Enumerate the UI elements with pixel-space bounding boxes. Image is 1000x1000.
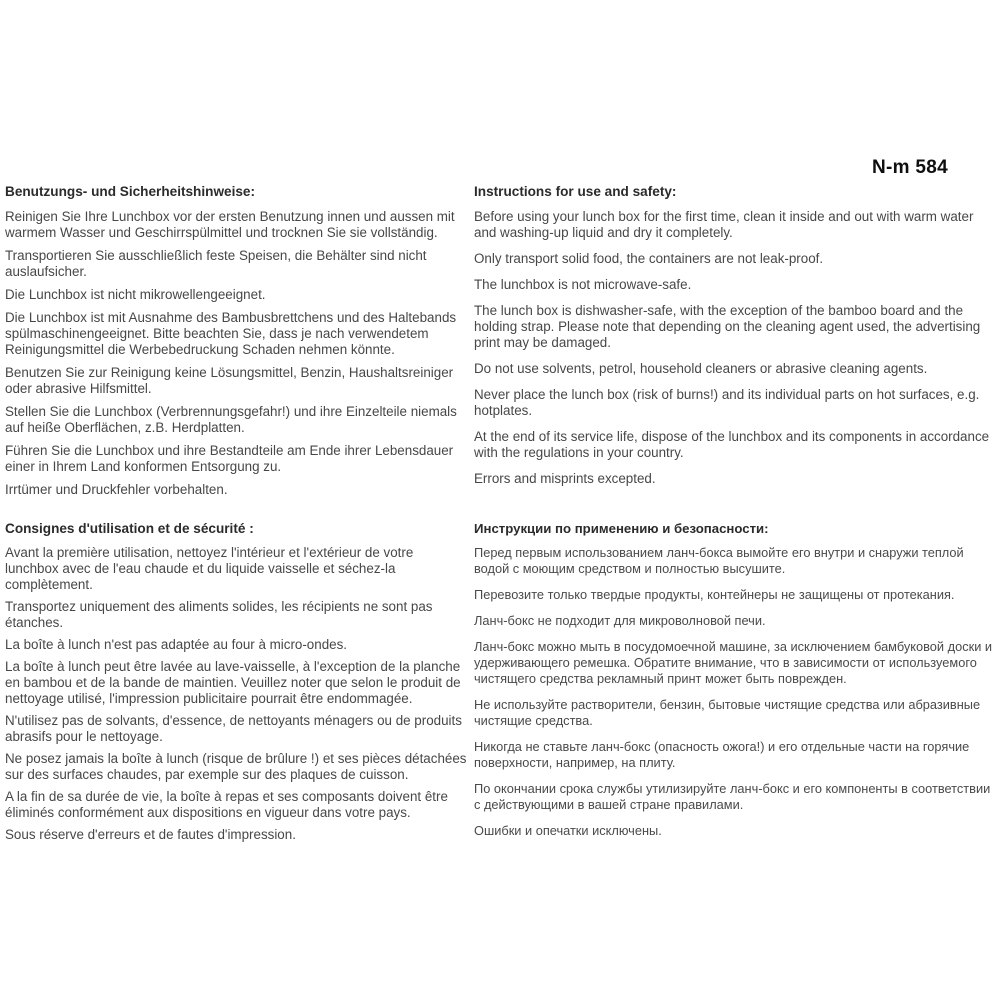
instruction-paragraph: Ne posez jamais la boîte à lunch (risque de brûlure !) et ses pièces détachées sur des surfaces chaudes, par exemple sur des plaques de cuisson. [5,751,467,782]
section-body-german [5,209,469,498]
instruction-paragraph: Avant la première utilisation, nettoyez l'intérieur et l'extérieur de votre lunchbox avec de l'eau chaude et du liquide vaisselle et séchez-la complètement. [5,545,414,592]
instruction-paragraph: At the end of its service life, dispose of the lunchbox and its components in accordance with the regulations in your country. [474,429,990,460]
instruction-paragraph: Benutzen Sie zur Reinigung keine Lösungsmittel, Benzin, Haushaltsreiniger oder abrasive Hilfsmittel. [5,365,454,396]
document-code: N-m 584 [872,157,949,178]
instruction-paragraph: Reinigen Sie Ihre Lunchbox vor der ersten Benutzung innen und aussen mit warmem Wasser und Geschirrspülmittel und trocknen Sie sie vollständig. [5,209,455,240]
section-heading-english: Instructions for use and safety: [474,184,677,199]
instruction-paragraph: Only transport solid food, the containers are not leak-proof. [474,251,824,266]
instruction-paragraph: Stellen Sie die Lunchbox (Verbrennungsgefahr!) und ihre Einzelteile niemals auf heiße Oberflächen, z.B. Herdplatten. [5,404,457,435]
section-german [5,183,469,505]
section-body-russian [474,545,996,839]
section-body-french [5,545,469,843]
instruction-paragraph: La boîte à lunch peut être lavée au lave-vaisselle, à l'exception de la planche en bambou et de la bande de maintien. Veuillez noter que selon le produit de nettoyage utilisé, l'impression publicitaire pourrait être endommagée. [5,659,461,706]
instruction-paragraph: Die Lunchbox ist mit Ausnahme des Bambusbrettchens und des Haltebands spülmaschinengeeignet. Bitte beachten Sie, dass je nach verwendetem Reinigungsmittel die Werbebedruckung Schaden nehmen könnte. [5,310,457,357]
instruction-paragraph: Не используйте растворители, бензин, бытовые чистящие средства или абразивные чистящие средства. [474,697,981,728]
instruction-paragraph: По окончании срока службы утилизируйте ланч-бокс и его компоненты в соответствии с действующими в вашей стране правилами. [474,781,991,812]
instruction-paragraph: Ланч-бокс можно мыть в посудомоечной машине, за исключением бамбуковой доски и удерживающего ремешка. Обратите внимание, что в зависимости от используемого чистящего средства рекламный принт может быть поврежден. [474,639,993,686]
section-french [5,520,469,849]
section-russian [474,520,996,849]
instruction-paragraph: N'utilisez pas de solvants, d'essence, de nettoyants ménagers ou de produits abrasifs pour le nettoyage. [5,713,462,744]
instruction-paragraph: The lunchbox is not microwave-safe. [474,277,692,292]
instruction-paragraph: Do not use solvents, petrol, household cleaners or abrasive cleaning agents. [474,361,928,376]
instruction-paragraph: Irrtümer und Druckfehler vorbehalten. [5,482,228,497]
instruction-paragraph: Führen Sie die Lunchbox und ihre Bestandteile am Ende ihrer Lebensdauer einer in Ihrem Land konformen Entsorgung zu. [5,443,454,474]
instruction-paragraph: Никогда не ставьте ланч-бокс (опасность ожога!) и его отдельные части на горячие поверхности, например, на плиту. [474,739,970,770]
instruction-paragraph: La boîte à lunch n'est pas adaptée au four à micro-ondes. [5,637,348,652]
section-english [474,183,995,497]
instruction-paragraph: Ланч-бокс не подходит для микроволновой печи. [474,613,766,628]
instruction-paragraph: Errors and misprints excepted. [474,471,656,486]
section-body-english [474,209,995,487]
instruction-paragraph: Before using your lunch box for the first time, clean it inside and out with warm water and washing-up liquid and dry it completely. [474,209,974,240]
section-heading-german: Benutzungs- und Sicherheitshinweise: [5,184,255,199]
instruction-paragraph: A la fin de sa durée de vie, la boîte à repas et ses composants doivent être éliminés conformément aux dispositions en vigueur dans votre pays. [5,789,448,820]
instruction-paragraph: Die Lunchbox ist nicht mikrowellengeeignet. [5,287,266,302]
instruction-paragraph: The lunch box is dishwasher-safe, with the exception of the bamboo board and the holding strap. Please note that depending on the cleaning agent used, the advertising print may be damaged. [474,303,981,350]
instruction-paragraph: Transportez uniquement des aliments solides, les récipients ne sont pas étanches. [5,599,433,630]
instruction-paragraph: Ошибки и опечатки исключены. [474,823,662,838]
section-heading-russian: Инструкции по применению и безопасности: [474,521,769,536]
instruction-paragraph: Sous réserve d'erreurs et de fautes d'impression. [5,827,296,842]
instruction-paragraph: Перед первым использованием ланч-бокса вымойте его внутри и снаружи теплой водой с моющим средством и полностью высушите. [474,545,964,576]
instruction-paragraph: Перевозите только твердые продукты, контейнеры не защищены от протекания. [474,587,955,602]
instruction-paragraph: Transportieren Sie ausschließlich feste Speisen, die Behälter sind nicht auslaufsicher. [5,248,427,279]
section-heading-french: Consignes d'utilisation et de sécurité : [5,521,254,536]
instruction-paragraph: Never place the lunch box (risk of burns!) and its individual parts on hot surfaces, e.g. hotplates. [474,387,980,418]
